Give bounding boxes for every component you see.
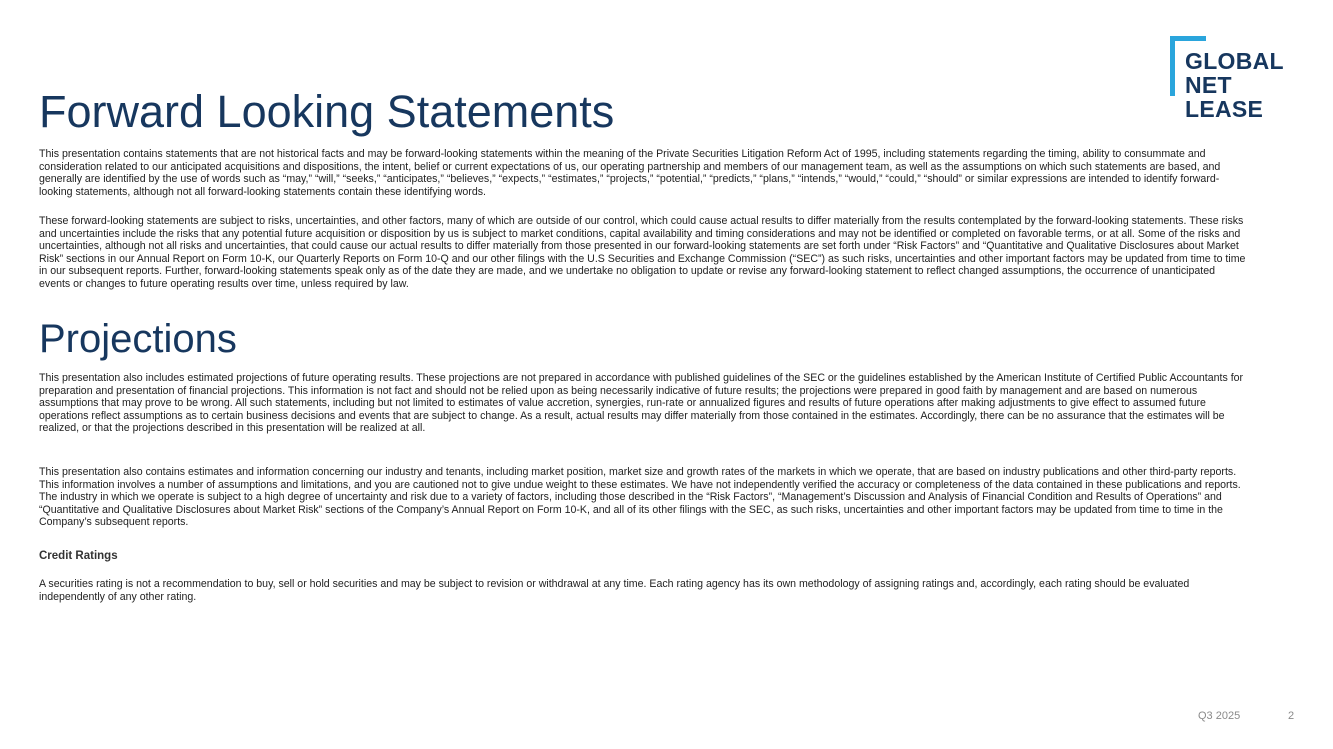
logo-line-3: LEASE: [1185, 96, 1264, 122]
forward-looking-paragraph-1: This presentation contains statements that are not historical facts and may be forward-looking statements within the meaning of the Private Securities Litigation Reform Act of 1995, including statements regarding the timing, ability to consummate and consideration related to our anticipated acquisitions and dispositions, the intent, belief or current expectations of us, our operating partnership and members of our management team, as well as the assumptions on which such statements are based, and generally are identified by the use of words such as “may,” “will,” “seeks,” “anticipates,” “believes,” “expects,” “estimates,” “projects,” “potential,” “predicts,” “plans,” “intends,” “would,” “could,” “should” or similar expressions are intended to identify forward-looking statements, although not all forward-looking statements contain these identifying words.: [39, 148, 1221, 198]
logo-line-1: GLOBAL: [1185, 48, 1284, 74]
logo-accent-vertical: [1170, 36, 1175, 96]
footer-page-number: 2: [1288, 710, 1295, 722]
credit-ratings-heading: Credit Ratings: [39, 550, 118, 562]
forward-looking-title: Forward Looking Statements: [39, 86, 615, 137]
logo-wordmark: [1185, 49, 1284, 121]
company-logo: [1168, 35, 1298, 125]
credit-ratings-paragraph: A securities rating is not a recommendation to buy, sell or hold securities and may be subject to revision or withdrawal at any time. Each rating agency has its own methodology of assigning ratings and, accordingly, each rating should be evaluated independently of any other rating.: [39, 578, 1190, 603]
footer-period: Q3 2025: [1198, 710, 1241, 722]
logo-accent-horizontal: [1170, 36, 1206, 41]
forward-looking-paragraph-2: These forward-looking statements are subject to risks, uncertainties, and other factors, many of which are outside of our control, which could cause actual results to differ materially from the results contemplated by the forward-looking statements. These risks and uncertainties include the risks that any potential future acquisition or disposition by us is subject to market conditions, capital availability and timing considerations and may not be identified or completed on favorable terms, or at all. Some of the risks and uncertainties, although not all risks and uncertainties, that could cause our actual results to differ materially from those presented in our forward-looking statements are set forth under “Risk Factors” and “Quantitative and Qualitative Disclosures about Market Risk” sections in our Annual Report on Form 10-K, our Quarterly Reports on Form 10-Q and our other filings with the U.S Securities and Exchange Commission (“SEC”) as such risks, uncertainties and other important factors may be updated from time to time in our subsequent reports. Further, forward-looking statements speak only as of the date they are made, and we undertake no obligation to update or revise any forward-looking statement to reflect changed assumptions, the occurrence of unanticipated events or changes to future operating results over time, unless required by law.: [39, 215, 1246, 290]
logo-line-2: NET: [1185, 72, 1232, 98]
projections-title: Projections: [39, 317, 237, 361]
projections-paragraph-2: This presentation also contains estimates and information concerning our industry and tenants, including market position, market size and growth rates of the markets in which we operate, that are based on industry publications and other third-party reports. This information involves a number of assumptions and limitations, and you are cautioned not to give undue weight to these estimates. We have not independently verified the accuracy or completeness of the data contained in these publications and reports. The industry in which we operate is subject to a high degree of uncertainty and risk due to a variety of factors, including those described in the “Risk Factors”, “Management’s Discussion and Analysis of Financial Condition and Results of Operations” and “Quantitative and Qualitative Disclosures about Market Risk” sections of the Company’s Annual Report on Form 10-K, and all of its other filings with the SEC, as such risks, uncertainties and other important factors may be updated from time to time in the Company’s subsequent reports.: [39, 466, 1241, 528]
projections-paragraph-1: This presentation also includes estimated projections of future operating results. These projections are not prepared in accordance with published guidelines of the SEC or the guidelines established by the American Institute of Certified Public Accountants for preparation and presentation of financial projections. This information is not fact and should not be relied upon as being necessarily indicative of future results; the projections were prepared in good faith by management and are based on numerous assumptions that may prove to be wrong. All such statements, including but not limited to estimates of value accretion, synergies, run-rate or annualized figures and results of future operations after making adjustments to give effect to assumed future operations reflect assumptions as to certain business decisions and events that are subject to change. As a result, actual results may differ materially from those contained in the estimates. Accordingly, there can be no assurance that the estimates will be realized, or that the projections described in this presentation will be realized at all.: [39, 372, 1244, 434]
